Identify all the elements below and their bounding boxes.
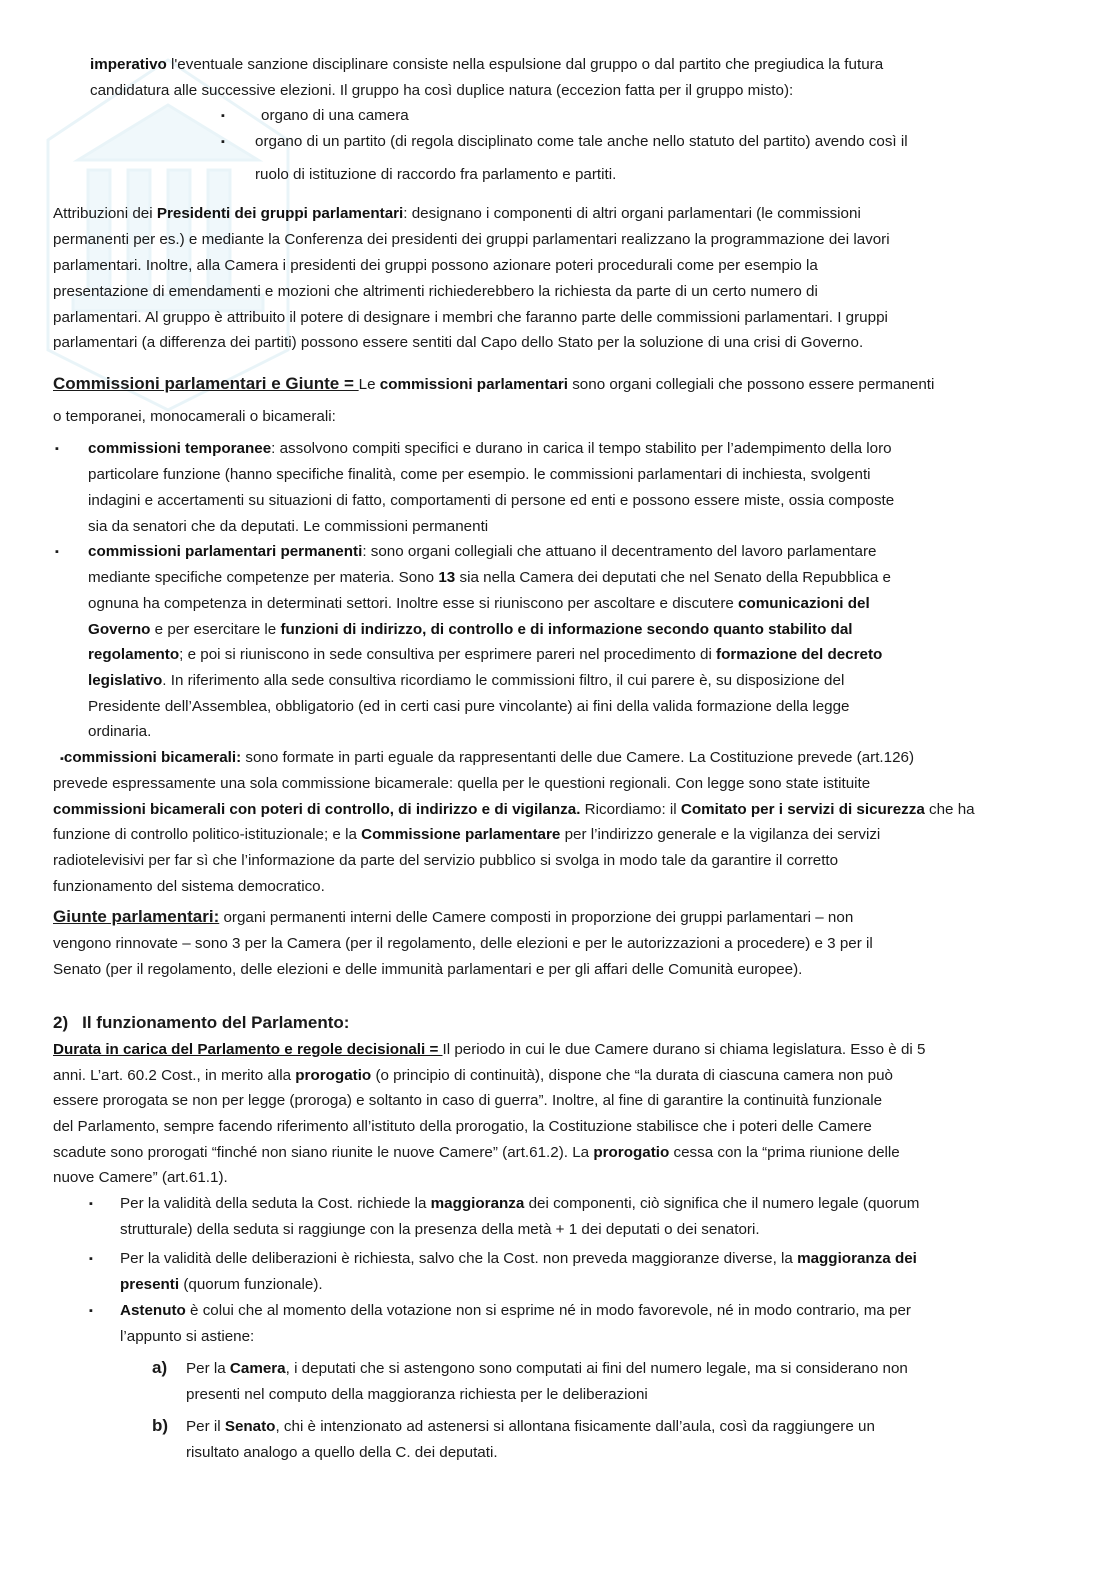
bic-line-1: ▪commissioni bicamerali: sono formate in parti eguale da rappresentanti delle due Camere. La Costituzione prevede (art.126) (60, 749, 915, 766)
commissioni-line-2: o temporanei, monocamerali o bicamerali: (53, 408, 336, 425)
intro-bullet-2-line-2: ruolo di istituzione di raccordo fra parlamento e partiti. (255, 166, 617, 183)
giunte-line-2: vengono rinnovate – sono 3 per la Camera (per il regolamento, delle elezioni e per le autorizzazioni a procedere) e 3 per il (53, 935, 873, 952)
bullet-icon: ▪ (55, 443, 59, 455)
perm-line-1: commissioni parlamentari permanenti: sono organi collegiali che attuano il decentramento del lavoro parlamentare (88, 543, 877, 560)
presidenti-line-3: parlamentari. Inoltre, alla Camera i presidenti dei gruppi possono azionare poteri procedurali come per esempio la (53, 257, 818, 274)
presidenti-line-5: parlamentari. Al gruppo è attribuito il potere di designare i membri che faranno parte delle commissioni parlamentari. I gruppi (53, 309, 888, 326)
item-b-line-2: risultato analogo a quello della C. dei deputati. (186, 1444, 498, 1461)
giunte-heading: Giunte parlamentari: (53, 907, 220, 926)
presidenti-line-2: permanenti per es.) e mediante la Conferenza dei presidenti dei gruppi parlamentari realizzano la programmazione dei lavori (53, 231, 890, 248)
maggioranza-line-1: Per la validità della seduta la Cost. richiede la maggioranza dei componenti, ciò significa che il numero legale (quorum (120, 1195, 920, 1212)
bic-line-5: radiotelevisivi per far sì che l’informazione da parte del servizio pubblico si svolga in modo tale da garantire il corretto (53, 852, 839, 869)
deliberazioni-line-1: Per la validità delle deliberazioni è richiesta, salvo che la Cost. non preveda maggioranze diverse, la maggioranza dei (120, 1250, 917, 1267)
durata-line-4: del Parlamento, sempre facendo riferimento all’istituto della prorogatio, la Costituzione stabilisce che i poteri delle Camere (53, 1118, 872, 1135)
deliberazioni-line-2: presenti (quorum funzionale). (120, 1276, 323, 1293)
temp-line-2: particolare funzione (hanno specifiche finalità, come per esempio. le commissioni parlamentari di inchiesta, svolgenti (88, 466, 871, 483)
item-a-line-1: Per la Camera, i deputati che si astengono sono computati ai fini del numero legale, ma si considerano non (186, 1360, 908, 1377)
perm-line-4: Governo e per esercitare le funzioni di indirizzo, di controllo e di informazione secondo quanto stabilito dal (88, 621, 853, 638)
bullet-icon: ▪ (89, 1253, 93, 1265)
temp-line-1: commissioni temporanee: assolvono compiti specifici e durano in carica il tempo stabilito per l’adempimento della loro (88, 440, 892, 457)
perm-line-6: legislativo. In riferimento alla sede consultiva ricordiamo le commissioni filtro, il cui parere è, su disposizione del (88, 672, 845, 689)
section-2-title: 2) Il funzionamento del Parlamento: (53, 1013, 350, 1032)
temp-line-4: sia da senatori che da deputati. Le commissioni permanenti (88, 518, 489, 535)
durata-line-3: essere prorogata se non per legge (proroga) e soltanto in caso di guerra”. Inoltre, al fine di garantire la continuità funzionale (53, 1092, 883, 1109)
perm-line-5: regolamento; e poi si riuniscono in sede consultiva per esprimere pareri nel procedimento di formazione del decreto (88, 646, 883, 663)
durata-line-6: nuove Camere” (art.61.1). (53, 1169, 228, 1186)
presidenti-line-4: presentazione di emendamenti e mozioni che altrimenti richiederebbero la richiesta da parte di un certo numero di (53, 283, 818, 300)
bic-line-6: funzionamento del sistema democratico. (53, 878, 325, 895)
bullet-icon: ▪ (89, 1305, 93, 1317)
durata-line-1: Durata in carica del Parlamento e regole decisionali = Il periodo in cui le due Camere durano si chiama legislatura. Esso è di 5 (53, 1041, 926, 1058)
perm-line-7: Presidente dell’Assemblea, obbligatorio (ed in certi casi pure vincolante) ai fini della valida formazione della legge (88, 698, 850, 715)
astenuto-line-2: l’appunto si astiene: (120, 1328, 255, 1345)
durata-line-5: scadute sono prorogati “finché non siano riunite le nuove Camere” (art.61.2). La prorogatio cessa con la “prima riunione delle (53, 1144, 900, 1161)
item-b-label: b) (152, 1416, 169, 1435)
item-a-line-2: presenti nel computo della maggioranza richiesta per le deliberazioni (186, 1386, 648, 1403)
intro-bullet-1: organo di una camera (261, 107, 409, 124)
temp-line-3: indagini e accertamenti su situazioni di fatto, comportamenti di persone ed enti e possono essere miste, ossia composte (88, 492, 895, 509)
presidenti-line-6: parlamentari (a differenza dei partiti) possono essere sentiti dal Capo dello Stato per la soluzione di una crisi di Governo. (53, 334, 864, 351)
presidenti-line-1: Attribuzioni dei Presidenti dei gruppi parlamentari: designano i componenti di altri organi parlamentari (le commissioni (53, 205, 861, 222)
bullet-icon: ▪ (89, 1198, 93, 1210)
bullet-icon: ▪ (221, 136, 225, 148)
durata-heading: Durata in carica del Parlamento e regole decisionali = (53, 1041, 443, 1058)
bic-line-2: prevede espressamente una sola commissione bicamerale: quella per le questioni regionali. Con legge sono state istituite (53, 775, 871, 792)
giunte-line-1: Giunte parlamentari: organi permanenti interni delle Camere composti in proporzione dei gruppi parlamentari – non (53, 907, 854, 926)
perm-line-3: ognuna ha competenza in determinati settori. Inoltre esse si riuniscono per ascoltare e discutere comunicazioni del (88, 595, 870, 612)
bullet-icon: ▪ (60, 753, 64, 765)
durata-line-2: anni. L’art. 60.2 Cost., in merito alla prorogatio (o principio di continuità), dispone che “la durata di ciascuna camera non può (53, 1067, 893, 1084)
intro-line-1: imperativo l'eventuale sanzione disciplinare consiste nella espulsione dal gruppo o dal partito che pregiudica la futura (90, 56, 884, 73)
perm-line-8: ordinaria. (88, 723, 152, 740)
intro-line-2: candidatura alle successive elezioni. Il gruppo ha così duplice natura (eccezion fatta per il gruppo misto): (90, 82, 794, 99)
bullet-icon: ▪ (221, 110, 225, 122)
perm-line-2: mediante specifiche competenze per materia. Sono 13 sia nella Camera dei deputati che nel Senato della Repubblica e (88, 569, 891, 586)
item-a-label: a) (152, 1358, 168, 1377)
giunte-line-3: Senato (per il regolamento, delle elezioni e delle immunità parlamentari e per gli affari delle Comunità europee). (53, 961, 803, 978)
intro-bullet-2-line-1: organo di un partito (di regola disciplinato come tale anche nello statuto del partito) avendo così il (255, 133, 908, 150)
bic-line-3: commissioni bicamerali con poteri di controllo, di indirizzo e di vigilanza. Ricordiamo: il Comitato per i servizi di sicurezza che ha (53, 801, 975, 818)
bic-line-4: funzione di controllo politico-istituzionale; e la Commissione parlamentare per l’indirizzo generale e la vigilanza dei servizi (53, 826, 881, 843)
astenuto-line-1: Astenuto è colui che al momento della votazione non si esprime né in modo favorevole, né in modo contrario, ma per (120, 1302, 911, 1319)
maggioranza-line-2: strutturale) della seduta si raggiunge con la presenza della metà + 1 dei deputati o dei senatori. (120, 1221, 760, 1238)
item-b-line-1: Per il Senato, chi è intenzionato ad astenersi si allontana fisicamente dall’aula, così da raggiungere un (186, 1418, 875, 1435)
commissioni-heading-line: Commissioni parlamentari e Giunte = Le commissioni parlamentari sono organi collegiali che possono essere permanenti (53, 374, 935, 393)
commissioni-heading: Commissioni parlamentari e Giunte = (53, 374, 359, 393)
bullet-icon: ▪ (55, 546, 59, 558)
